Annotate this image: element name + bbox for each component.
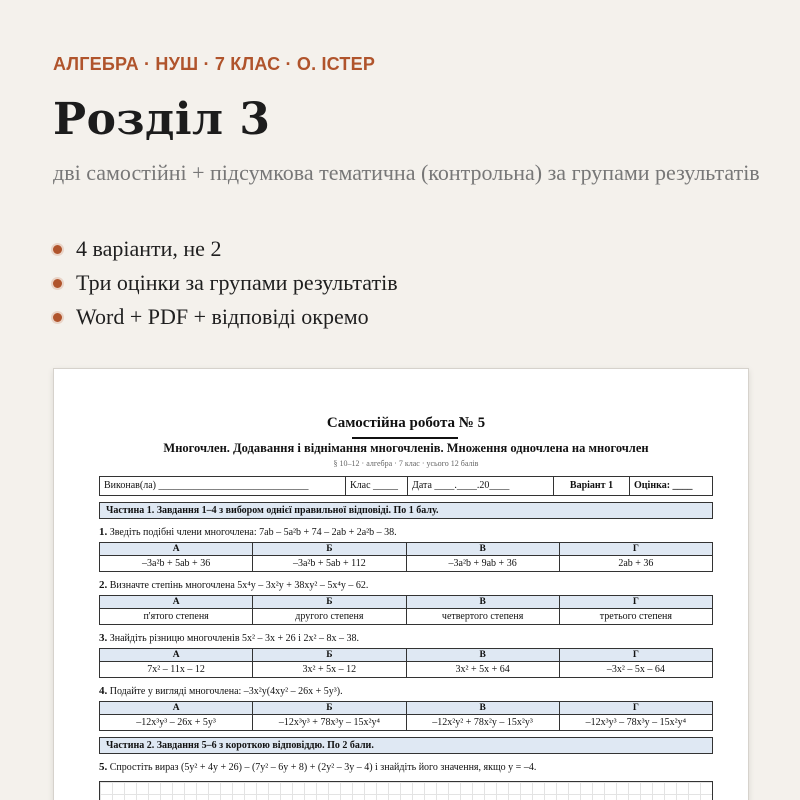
- worksheet-title-wrap: [99, 415, 713, 437]
- worksheet-topic: Многочлен. Додавання і віднімання многочленів. Множення одночлена на многочлен: [163, 441, 649, 455]
- feature-item: [53, 266, 398, 300]
- date-field: Дата ____.____.20____: [408, 477, 554, 495]
- worksheet-preview: [53, 368, 749, 800]
- answer-options-table: [99, 595, 713, 625]
- question-text: Подайте у вигляді многочлена: –3x²y(4xy² – 26x + 5y³).: [109, 686, 343, 697]
- answer-option: –12x²y² + 78x²y – 15x²y³: [406, 715, 559, 731]
- variant-label: Варіант 1: [554, 477, 630, 495]
- question-list: [99, 526, 713, 731]
- option-letters-row: [100, 596, 713, 609]
- worksheet-title: Самостійна робота № 5: [326, 415, 486, 431]
- option-letter: Г: [559, 596, 712, 609]
- option-letter: Г: [559, 649, 712, 662]
- question-text: Спростіть вираз (5y² + 4y + 26) – (7y² – 6y + 8) + (2y² – 3y – 4) і знайдіть його значення, якщо y = –4.: [109, 762, 537, 773]
- question-number: 4.: [99, 685, 108, 697]
- worksheet-content: [99, 415, 713, 800]
- option-letter: Г: [559, 702, 712, 715]
- option-letter: В: [406, 596, 559, 609]
- answer-option: четвертого степеня: [406, 609, 559, 625]
- option-letters-row: [100, 543, 713, 556]
- question-3: [99, 632, 713, 645]
- answer-options-table: [99, 648, 713, 678]
- feature-text: 4 варіанти, не 2: [76, 236, 222, 261]
- feature-item: [53, 232, 398, 266]
- option-values-row: [100, 556, 713, 572]
- answer-option: –3x² – 5x – 64: [559, 662, 712, 678]
- option-letter: Б: [253, 649, 406, 662]
- worksheet-meta: § 10–12 · алгебра · 7 клас · усього 12 балів: [333, 459, 479, 468]
- question-1: [99, 526, 713, 539]
- part2-header: Частина 2. Завдання 5–6 з короткою відповіддю. По 2 бали.: [99, 737, 713, 754]
- answer-option: 2ab + 36: [559, 556, 712, 572]
- question-number: 2.: [99, 579, 108, 591]
- question-4: [99, 685, 713, 698]
- question-text: Визначте степінь многочлена 5x⁴y – 3x²y + 38xy² – 5x⁴y – 62.: [109, 580, 369, 591]
- answer-option: –3a²b + 9ab + 36: [406, 556, 559, 572]
- answer-option: –12x³y³ – 78x³y – 15x²y⁴: [559, 715, 712, 731]
- option-letters-row: [100, 649, 713, 662]
- answer-option: 3x² + 5x – 12: [253, 662, 406, 678]
- answer-option: п'ятого степеня: [100, 609, 253, 625]
- option-letters-row: [100, 702, 713, 715]
- option-letter: Г: [559, 543, 712, 556]
- option-letter: Б: [253, 543, 406, 556]
- option-letter: В: [406, 649, 559, 662]
- option-values-row: [100, 662, 713, 678]
- option-letter: А: [100, 543, 253, 556]
- feature-text: Три оцінки за групами результатів: [76, 270, 398, 295]
- answer-option: –3a²b + 5ab + 112: [253, 556, 406, 572]
- option-letter: Б: [253, 702, 406, 715]
- grade-field: Оцінка: ____: [634, 480, 693, 491]
- answer-option: другого степеня: [253, 609, 406, 625]
- option-letter: В: [406, 543, 559, 556]
- answer-option: 7x² – 11x – 12: [100, 662, 253, 678]
- option-letter: В: [406, 702, 559, 715]
- question-number: 1.: [99, 526, 108, 538]
- bullet-dot-icon: [53, 313, 62, 322]
- option-letter: Б: [253, 596, 406, 609]
- question-text: Знайдіть різницю многочленів 5x² – 3x + 26 і 2x² – 8x – 38.: [109, 633, 359, 644]
- answer-option: –12x³y³ + 78x³y – 15x²y⁴: [253, 715, 406, 731]
- question-5: [99, 761, 713, 774]
- option-values-row: [100, 609, 713, 625]
- bullet-dot-icon: [53, 279, 62, 288]
- answer-option: –12x³y³ – 26x + 5y³: [100, 715, 253, 731]
- feature-list: [53, 232, 398, 334]
- question-number: 3.: [99, 632, 108, 644]
- student-info-row: [99, 476, 713, 496]
- answer-grid: [99, 781, 713, 800]
- name-field: Виконав(ла) ______________________________: [100, 477, 346, 495]
- question-text: Зведіть подібні члени многочлена: 7ab – 5a²b + 74 – 2ab + 2a²b – 38.: [109, 527, 397, 538]
- answer-options-table: [99, 701, 713, 731]
- title-underline: [352, 437, 458, 439]
- answer-options-table: [99, 542, 713, 572]
- feature-text: Word + PDF + відповіді окремо: [76, 304, 369, 329]
- part1-header: Частина 1. Завдання 1–4 з вибором однієї правильної відповіді. По 1 балу.: [99, 502, 713, 519]
- answer-option: третього степеня: [559, 609, 712, 625]
- question-2: [99, 579, 713, 592]
- course-kicker: АЛГЕБРА · НУШ · 7 КЛАС · О. ІСТЕР: [53, 54, 376, 74]
- page-title: Розділ 3: [53, 94, 271, 145]
- page-subtitle: дві самостійні + підсумкова тематична (контрольна) за групами результатів: [53, 160, 760, 185]
- answer-option: –3a²b + 5ab + 36: [100, 556, 253, 572]
- question-number: 5.: [99, 761, 108, 773]
- class-field: Клас _____: [346, 477, 408, 495]
- feature-item: [53, 300, 398, 334]
- option-letter: А: [100, 702, 253, 715]
- option-letter: А: [100, 649, 253, 662]
- option-values-row: [100, 715, 713, 731]
- answer-option: 3x² + 5x + 64: [406, 662, 559, 678]
- bullet-dot-icon: [53, 245, 62, 254]
- option-letter: А: [100, 596, 253, 609]
